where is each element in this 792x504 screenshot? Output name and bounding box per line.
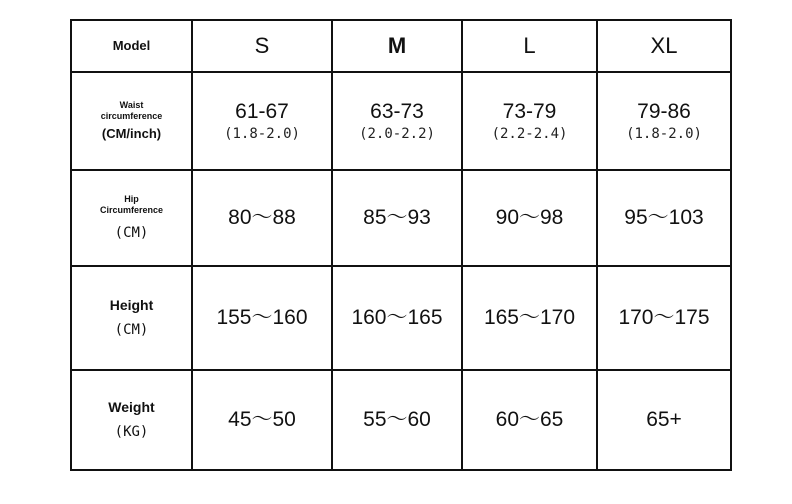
waist-subvalue: (2.0-2.2)	[359, 126, 435, 143]
height-cell-l: 165～170	[462, 266, 597, 370]
height-label-cell	[71, 266, 192, 370]
size-header-s: S	[192, 20, 332, 72]
size-chart-table	[70, 19, 732, 471]
waist-value: 63-73	[370, 99, 424, 123]
waist-cell-l	[462, 72, 597, 170]
waist-value: 61-67	[235, 99, 289, 123]
hip-label-cell	[71, 170, 192, 266]
hip-cell-l: 90～98	[462, 170, 597, 266]
height-row	[71, 266, 731, 370]
waist-subvalue: (1.8-2.0)	[224, 126, 300, 143]
weight-cell-s: 45～50	[192, 370, 332, 470]
waist-cell-xl	[597, 72, 731, 170]
hip-cell-xl: 95～103	[597, 170, 731, 266]
waist-row	[71, 72, 731, 170]
height-cell-s: 155～160	[192, 266, 332, 370]
waist-value: 73-79	[502, 99, 557, 123]
waist-label-cell	[71, 72, 192, 170]
hip-label-line1: Hip	[124, 194, 139, 204]
height-cell-m: 160～165	[332, 266, 462, 370]
model-header: Model	[71, 20, 192, 72]
size-header-l: L	[462, 20, 597, 72]
waist-subvalue: (2.2-2.4)	[491, 126, 568, 143]
weight-cell-m: 55～60	[332, 370, 462, 470]
height-label: Height	[109, 296, 154, 313]
hip-cell-m: 85～93	[332, 170, 462, 266]
waist-label-line2: circumference	[100, 111, 163, 122]
weight-cell-l: 60～65	[462, 370, 597, 470]
hip-label-line2: Circumference	[99, 205, 164, 216]
size-header-m: M	[332, 20, 462, 72]
height-label-unit: (CM)	[114, 322, 149, 338]
hip-row	[71, 170, 731, 266]
waist-cell-m	[332, 72, 462, 170]
weight-row	[71, 370, 731, 470]
weight-label-unit: (KG)	[114, 424, 149, 440]
waist-cell-s	[192, 72, 332, 170]
weight-label-cell	[71, 370, 192, 470]
waist-value: 79-86	[637, 99, 691, 123]
waist-label-unit: (CM/inch)	[101, 125, 162, 141]
header-row	[71, 20, 731, 72]
hip-label-unit: (CM)	[114, 224, 149, 241]
size-header-xl: XL	[597, 20, 731, 72]
waist-label-line1: Waist	[119, 100, 144, 111]
height-cell-xl: 170～175	[597, 266, 731, 370]
weight-cell-xl: 65+	[597, 370, 731, 470]
hip-cell-s: 80～88	[192, 170, 332, 266]
weight-label: Weight	[108, 398, 155, 415]
waist-subvalue: (1.8-2.0)	[626, 126, 702, 143]
